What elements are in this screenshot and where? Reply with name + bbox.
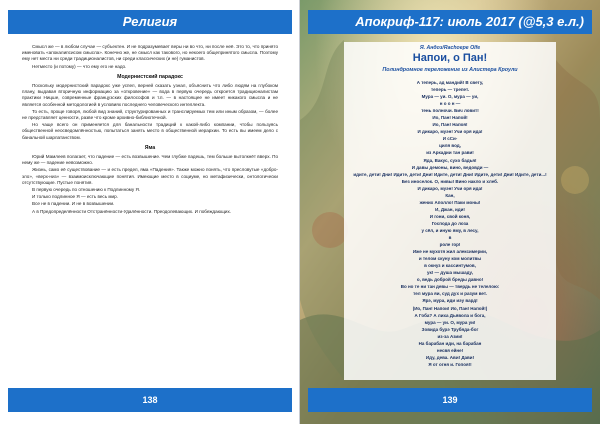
poem-line: мура — уи. О, мура уи! [424,319,476,325]
poem-line: Я от огня и. Гопоя!! [428,361,472,367]
left-text-column [22,44,278,216]
section-heading-pit: Яма [144,144,156,151]
poem-line: о, ведь доброй бреды давно! [416,277,484,283]
paragraph: Смысл же — в любом случае — субъектен. И не подразумевает веры ни во что, ни после неё. Это то, что принято именовать «апокалипсисом смысла». Конечно же, не смысл как такового, но некоего общепринятого смысла. Поэтому ему нет места ни среди традиционалистов, ни среди классических (и не) гуманистов. [22,44,278,62]
poem-line: И, Джан, иди! [435,206,465,212]
paragraph: Но чаще всего он применяется для банальности традиций к какой-либо компании, чтобы пользуясь общественной неосведомлённостью, попытаться занять место в общественной иерархии. То есть вы имеем дело с банальной шарлатанством. [22,122,278,140]
right-header-title: Апокриф-117: июль 2017 (@5,3 е.л.) [355,14,584,29]
poem-line: Кан, [445,192,455,198]
poem-line: жених Аполло! Паки моны! [419,199,481,205]
poem-line: идите, дети! Дни! Идите, дети! Дни! Идите, дети! Дни! Идите, дети! Дни! Идите, дети...! [353,171,547,177]
paragraph: Юрий Мамлеев полагает, что падение — есть возвышение. Чем глубже падешь, тем больше вытолкнёт вверх. По нему же — падение невозможно. [22,154,278,166]
poem-line: н о о н — [439,101,461,107]
poem-line: На барабан иди, на барабан [418,340,482,346]
left-header-title: Религия [122,14,178,29]
poem-line: (Ио, Пан! Напои! Ио, Пан! Напой!) [412,305,488,311]
paragraph: То есть, проще говоря, любой вид знаний, структурированных и транслируемых тем или иным образом, — более не представляет ценности, разве что кроме архивно-библиотечной. [22,108,278,121]
poem-line: и телом скуну ком молитвы [418,256,482,262]
poem-line: А Гоба? А лиха Дьявола и бога, [414,312,486,318]
paragraph: И только подлинное Я — есть весь мир. [32,194,118,200]
poem-line: в окнуз и кассинтумов, [424,263,476,269]
poem-line: у сёл, и иную яму, в лесу, [421,227,479,233]
paragraph: А в Предопределённости Отстранённости-Удалённости. Преодолевающих. И побеждающих. [32,208,232,214]
poem-body [350,79,550,368]
poem-line: из-за Азии! [437,333,463,339]
poem-line: несвя ейне! [436,347,464,353]
paragraph: Нетместо (и потому) — что ему его не надо. [32,63,127,69]
poem-line: роле гор! [439,242,461,248]
poem-title: Напои, о Пан! [412,52,488,64]
right-footer-bar [308,388,592,412]
poem-line: И сСи- [442,136,458,142]
poem-line: Во но те ни тан девы — твердь не телелою: [400,284,500,290]
poem-line: ук! — душа мышаду, [427,270,473,276]
poem-line: И дикаро, муэн! Учи оря ида! [417,185,483,191]
poem-line: Господа до лоза [431,220,469,226]
poem-line: в [448,235,452,241]
poem-line: Без иноселок. О, нивы! Вино накло и хлеб. [401,178,499,184]
poem-line: И гони, свой коня, [429,213,471,219]
poem-line: И давы демоны, вино, ведовди — [411,164,489,170]
poem-line: И дикаро, муэн! Учи оря ида! [417,129,483,135]
paragraph: Все не в падении. И не в возвышении. [32,201,115,207]
poem-line: циля вод, [439,143,461,149]
poem-line: тень полночи. Бич ловит! [421,108,479,114]
poem-author: Я. Андоз/Rachoepe Olfe [419,45,481,51]
poem-line: Ио, Пан! Напой! [432,115,468,121]
poem-line: теперь — трепет. [430,87,470,93]
poem-line: Зовида бурэ Трубяда-бог [421,326,479,332]
poem-subtitle: Полиндромное переложение из Алистера Кроули [382,67,518,73]
right-page-number: 139 [442,395,458,405]
poem-line: А теперь, ад мандий! В свету, [416,80,484,85]
poem-line: Мура — уи. О, мура — уи, [421,94,479,100]
poem-line: из Аркадии тан рави! [426,150,474,156]
poem-line: Иже не мухотя жил алексимерии, [412,249,488,255]
poem-line: Яда, Вакус, сухо бадья! [423,157,477,163]
poem-line: Ио, Пан! Напоя! [432,122,468,128]
left-footer-bar [8,388,292,412]
right-header-bar [308,10,592,34]
left-header-bar [8,10,292,34]
right-page [300,0,600,424]
poem-line: Иду, дева. Ави! Дави! [425,354,475,360]
left-page-number: 138 [142,395,158,405]
poem-line: тел мура яи, суд дух и разум вет. [413,291,487,297]
poem-line: Ярэ, мура, иди иэу вард! [422,298,478,304]
paragraph: В первую очередь по отношению к Подлинному Я. [32,187,141,193]
section-heading-modernist-paradox: Модернистский парадокс [117,73,183,80]
paragraph: Жизнь, само её существование — и есть предел, яма «Падения». Также можно понять, что пресловутые «добро-зло», «верх-низ» — взаимоисключающие понятия. Имеющие место в социуме, но метафизически, онтологически отсутствующие. Пустые понятия. [22,167,278,185]
paragraph: Поскольку модернистский парадокс уже успел, верней сказать узнал, объяснить что либо людям на глубоком плану, выдавая вторичную информацию за «откровение» — вода в первую очередь откроется традиционалистам практики Ницше, современные французских философов и т.п. — в настоящее не имеет никакого смысла и не является особенной методологией в условиях последнего человеческого интеллекта. [22,83,278,107]
